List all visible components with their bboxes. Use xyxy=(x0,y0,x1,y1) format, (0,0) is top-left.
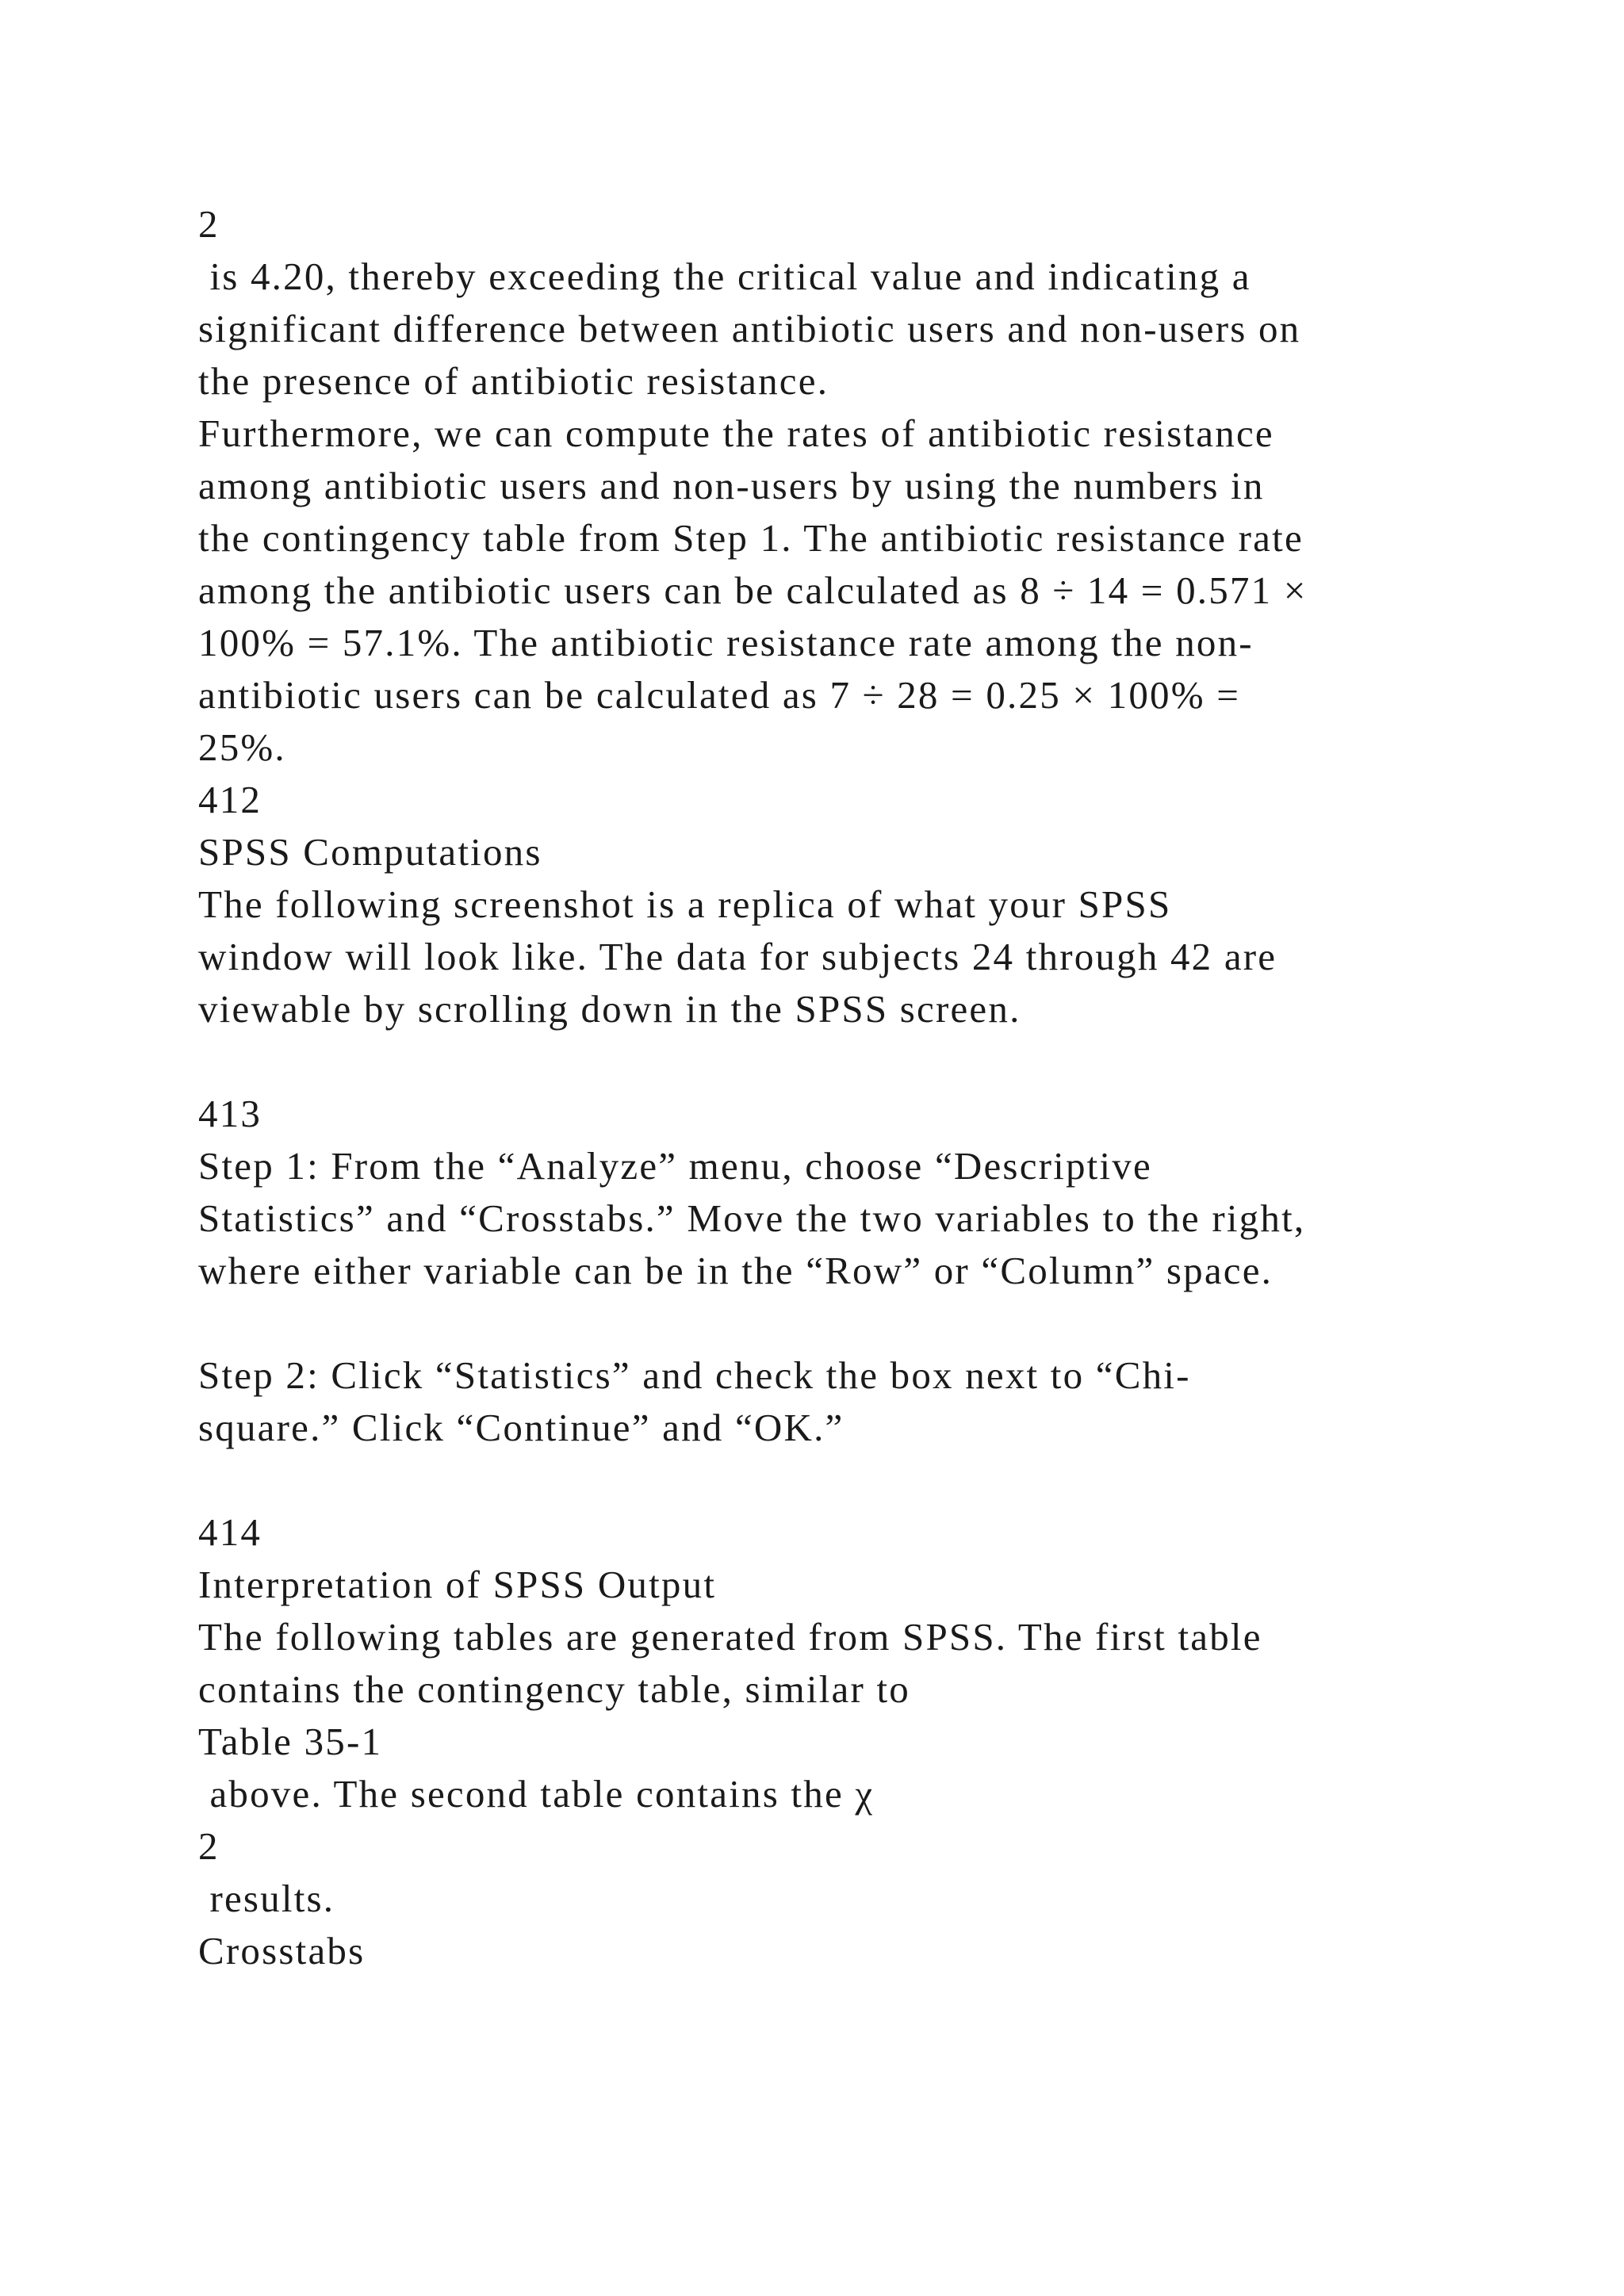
text-line: Furthermore, we can compute the rates of antibiotic resistance xyxy=(198,411,1274,455)
text-line: Step 2: Click “Statistics” and check the box next to “Chi- xyxy=(198,1353,1191,1397)
text-line: window will look like. The data for subjects 24 through 42 are xyxy=(198,935,1277,978)
text-line: 2 xyxy=(198,202,220,246)
text-line: significant difference between antibiotic users and non-users on xyxy=(198,307,1301,350)
text-line: Statistics” and “Crosstabs.” Move the two variables to the right, xyxy=(198,1196,1306,1240)
text-line: square.” Click “Continue” and “OK.” xyxy=(198,1406,845,1449)
text-line: 25%. xyxy=(198,725,286,769)
text-line: is 4.20, thereby exceeding the critical value and indicating a xyxy=(198,254,1251,298)
text-line: Step 1: From the “Analyze” menu, choose “Descriptive xyxy=(198,1144,1152,1188)
page-number: 414 xyxy=(198,1510,262,1554)
document-body xyxy=(198,198,1546,1977)
text-line: above. The second table contains the χ xyxy=(198,1772,875,1816)
text-line: results. xyxy=(198,1877,335,1920)
text-line: viewable by scrolling down in the SPSS screen. xyxy=(198,987,1021,1031)
text-line: contains the contingency table, similar to xyxy=(198,1667,910,1711)
page-number: 413 xyxy=(198,1092,262,1135)
section-heading: Interpretation of SPSS Output xyxy=(198,1563,717,1606)
text-line: antibiotic users can be calculated as 7 ÷ 28 = 0.25 × 100% = xyxy=(198,673,1241,717)
section-heading: Crosstabs xyxy=(198,1929,366,1973)
text-line: 100% = 57.1%. The antibiotic resistance rate among the non- xyxy=(198,621,1254,664)
text-line: among the antibiotic users can be calculated as 8 ÷ 14 = 0.571 × xyxy=(198,568,1308,612)
text-line: 2 xyxy=(198,1824,220,1868)
text-line: among antibiotic users and non-users by using the numbers in xyxy=(198,464,1265,507)
blank-line xyxy=(198,1035,1546,1088)
section-heading: SPSS Computations xyxy=(198,830,542,874)
table-reference: Table 35-1 xyxy=(198,1720,383,1763)
text-line: The following tables are generated from SPSS. The first table xyxy=(198,1615,1262,1659)
text-line: The following screenshot is a replica of what your SPSS xyxy=(198,882,1172,926)
blank-line xyxy=(198,1297,1546,1349)
text-line: the presence of antibiotic resistance. xyxy=(198,359,829,403)
text-line: the contingency table from Step 1. The antibiotic resistance rate xyxy=(198,516,1304,560)
page-number: 412 xyxy=(198,778,262,821)
text-line: where either variable can be in the “Row” or “Column” space. xyxy=(198,1249,1274,1292)
blank-line xyxy=(198,1454,1546,1506)
